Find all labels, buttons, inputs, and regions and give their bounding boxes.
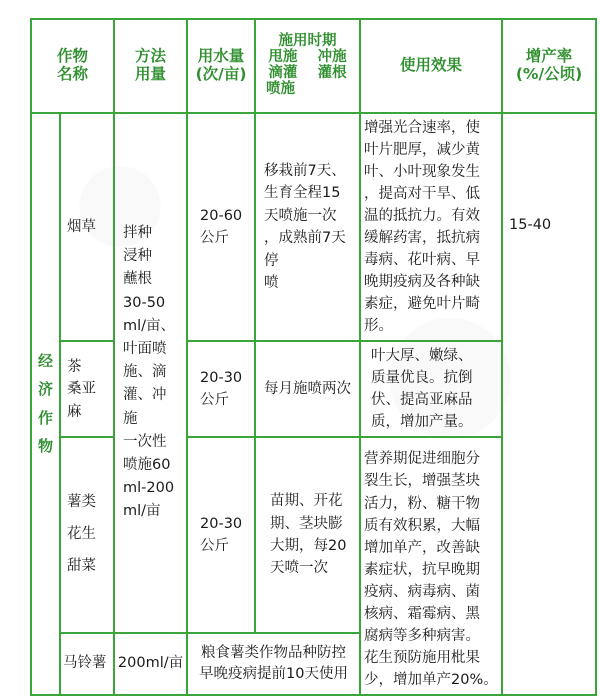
- header-period-line: 喷施: [266, 80, 296, 97]
- application-period-cell: 苗期、开花 期、茎块膨 大期，每20 天喷一次: [255, 437, 360, 632]
- water-amount-cell: 20-30 公斤: [187, 437, 255, 632]
- water-amount-cell: 20-30 公斤: [187, 341, 255, 437]
- crop-name: 甜菜: [67, 557, 96, 574]
- crop-cell: [60, 113, 114, 341]
- header-period-line: 滴灌 灌根: [268, 65, 347, 81]
- crop-name: 桑亚麻: [67, 381, 96, 420]
- crop-name: 马铃薯: [63, 655, 107, 672]
- header-increase-rate: 增产率 (%/公顷): [502, 19, 596, 113]
- effect-cell: 增强光合速率，使 叶片肥厚，减少黄 叶、小叶现象发生 ，提高对干旱、低 温的抵抗力。有效 缓解药害，抵抗病 毒病、花叶病、早 晚期疫病及各种缺 素症，避免叶片畸 形。: [360, 113, 502, 341]
- header-method-dose: 方法 用量: [114, 19, 187, 113]
- group-label-char: 经: [37, 351, 53, 370]
- water-amount-cell: 20-60 公斤: [187, 113, 255, 341]
- header-crop-name: 作物 名称: [31, 19, 114, 113]
- crop-name: 花生: [67, 526, 96, 543]
- method-dose-cell: 拌种 浸种 蘸根 30-50 ml/亩、 叶面喷 施、滴 灌、冲 施 一次性 喷施60 ml-200 ml/亩: [114, 113, 187, 633]
- effect-cell: 叶大厚、嫩绿、 质量优良。抗倒 伏、提高亚麻品 质，增加产量。: [360, 341, 502, 437]
- increase-rate-cell: 15-40: [502, 113, 596, 695]
- header-effect: 使用效果: [360, 19, 502, 113]
- header-application-period: [255, 19, 360, 113]
- crop-name: 烟草: [67, 218, 96, 235]
- group-label-char: 济: [37, 380, 53, 399]
- effect-cell: 营养期促进细胞分 裂生长，增强茎块 活力，粉、糖干物 质有效积累，大幅 增加单产，改善缺 素症状，抗早晚期 疫病、病毒病、菌 核病、霜霉病、黑 腐病等多种病害。 花生预防施用枇果 少，增加单产20%。: [360, 437, 502, 694]
- potato-dose-cell: 200ml/亩: [114, 633, 187, 695]
- usage-table: [30, 18, 597, 696]
- application-period-cell: 每月施喷两次: [255, 341, 360, 437]
- application-period-cell: 移栽前7天、 生育全程15 天喷施一次 ，成熟前7天停 喷: [255, 113, 360, 341]
- header-period-line: 甩施 冲施: [268, 49, 347, 66]
- crop-name: 薯类: [67, 494, 96, 511]
- table-row-tobacco: [31, 113, 596, 341]
- header-row: [31, 19, 596, 113]
- crop-cell: [60, 341, 114, 437]
- header-water-amount: 用水量 (次/亩): [187, 19, 255, 113]
- group-label-char: 物: [37, 437, 53, 456]
- group-label-cash-crops: [31, 113, 60, 695]
- header-period-line: 施用时期: [278, 33, 337, 50]
- group-label-char: 作: [37, 408, 53, 427]
- crop-cell: [60, 633, 114, 695]
- crop-name: 茶: [67, 358, 82, 375]
- crop-cell: [60, 437, 114, 632]
- potato-note-cell: 粮食薯类作物品种防控 早晚疫病提前10天使用: [187, 633, 360, 695]
